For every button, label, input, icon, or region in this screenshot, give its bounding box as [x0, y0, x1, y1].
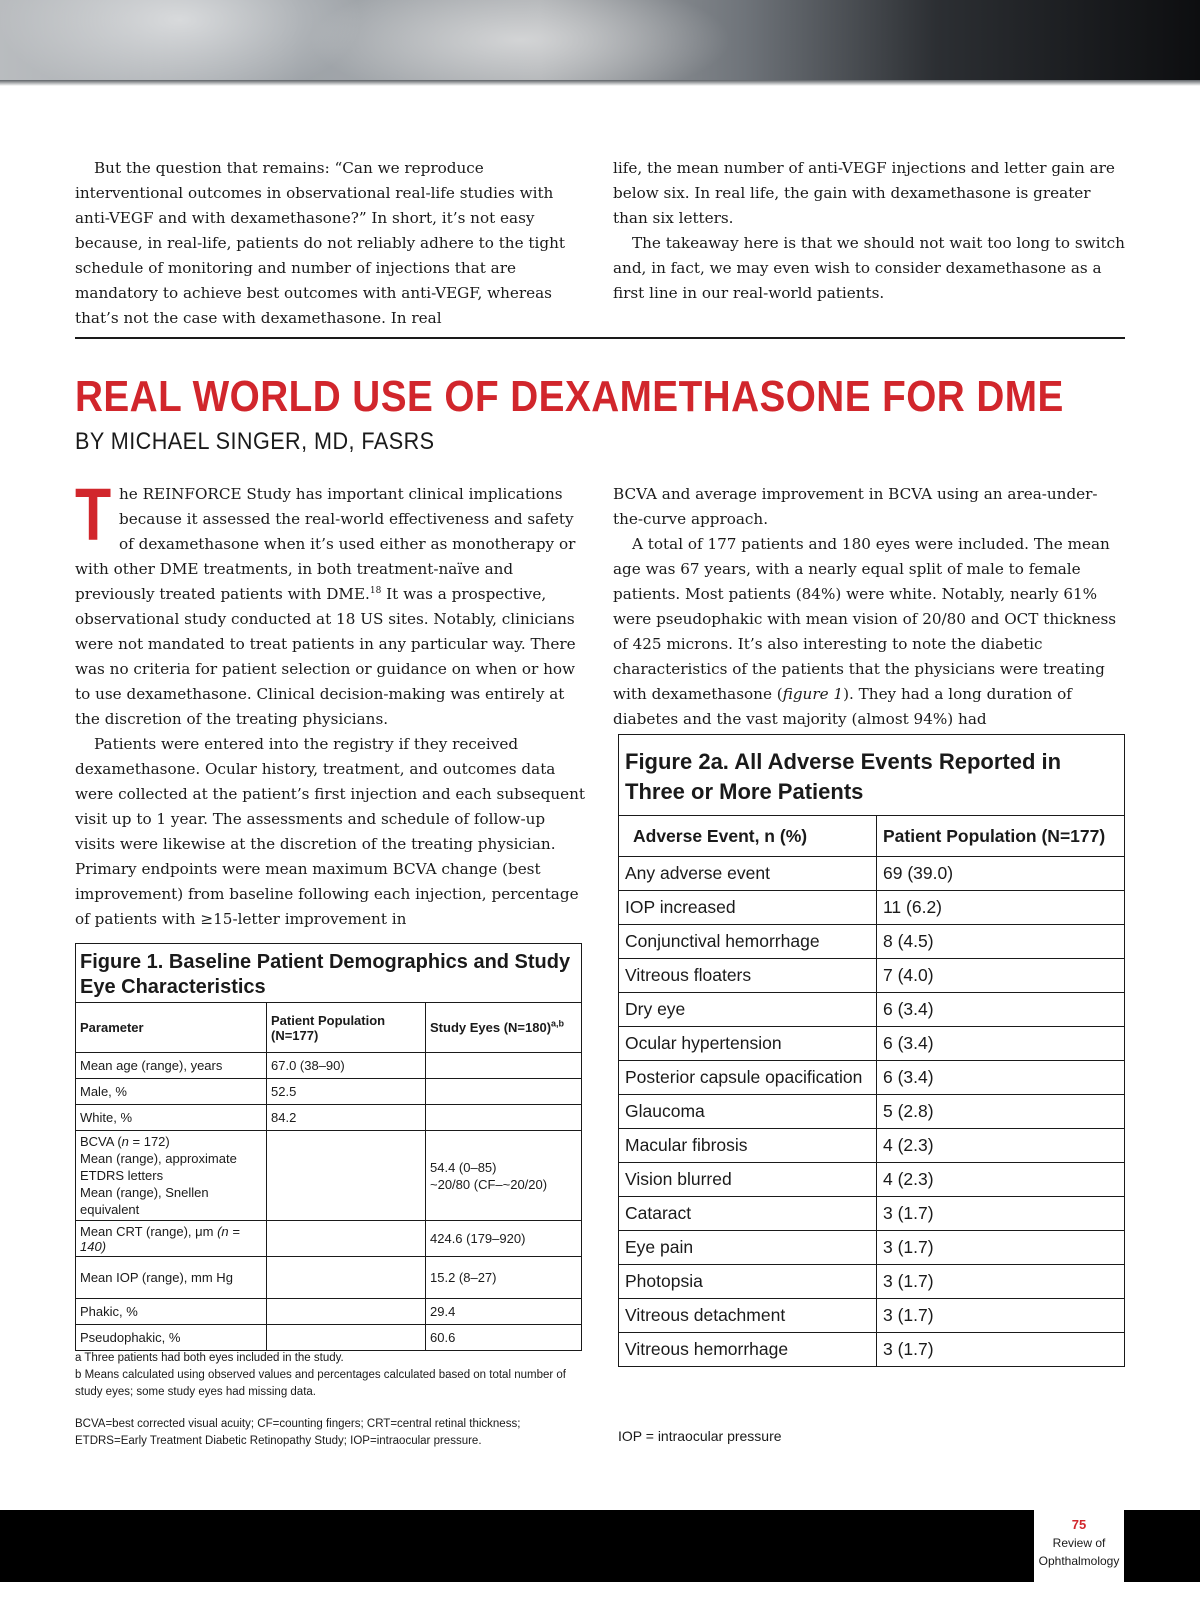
- fig1-cell: [267, 1325, 426, 1351]
- fig2-value-cell: 6 (3.4): [877, 1061, 1125, 1095]
- table-row: [76, 1257, 582, 1299]
- figure-2a-note: IOP = intraocular pressure: [618, 1428, 782, 1444]
- fig1-cell: Mean IOP (range), mm Hg: [76, 1257, 267, 1299]
- fig2-event-cell: Cataract: [619, 1197, 877, 1231]
- bcva-label-b: = 172): [128, 1134, 170, 1149]
- article-paragraph-3: BCVA and average improvement in BCVA using an area-under-the-curve approach.: [613, 485, 1098, 528]
- fig1-cell: 424.6 (179–920): [426, 1221, 582, 1257]
- figure-1-notes: [75, 1350, 595, 1450]
- table-row: [619, 1129, 1125, 1163]
- note-b: b Means calculated using observed values and percentages calculated based on total number of study eyes; some study eyes had missing data.: [75, 1369, 566, 1398]
- fig2-event-cell: Conjunctival hemorrhage: [619, 925, 877, 959]
- fig1-cell: [267, 1131, 426, 1221]
- fig1-cell: [267, 1257, 426, 1299]
- table-row: [76, 1299, 582, 1325]
- crt-n: (n = 140): [80, 1223, 240, 1254]
- table-row: [619, 891, 1125, 925]
- article-headline: REAL WORLD USE OF DEXAMETHASONE FOR DME: [75, 372, 1064, 421]
- fig2-value-cell: 3 (1.7): [877, 1231, 1125, 1265]
- fig2-value-cell: 6 (3.4): [877, 1027, 1125, 1061]
- fig2-event-cell: IOP increased: [619, 891, 877, 925]
- page-number: 75: [1071, 1517, 1087, 1532]
- fig2-value-cell: 4 (2.3): [877, 1163, 1125, 1197]
- article-left-column: [75, 473, 585, 932]
- fig1-cell: [426, 1053, 582, 1079]
- fig1-header-study-eyes-text: Study Eyes (N=180): [430, 1020, 552, 1035]
- fig2-event-cell: Posterior capsule opacification: [619, 1061, 877, 1095]
- article-paragraph-4: [613, 532, 1125, 732]
- fig2-value-cell: 4 (2.3): [877, 1129, 1125, 1163]
- fig2-value-cell: 8 (4.5): [877, 925, 1125, 959]
- bcva-line-3: ETDRS letters: [80, 1168, 164, 1183]
- fig2-header-event: Adverse Event, n (%): [619, 816, 877, 857]
- bcva-line-2: Mean (range), approximate: [80, 1151, 237, 1166]
- table-row: [619, 959, 1125, 993]
- table-row: [619, 1061, 1125, 1095]
- fig2-event-cell: Dry eye: [619, 993, 877, 1027]
- fig2-event-cell: Macular fibrosis: [619, 1129, 877, 1163]
- table-row: [619, 1163, 1125, 1197]
- paragraph-4-text-b: ). They had a long duration of diabetes and the vast majority (almost 94%) had: [613, 685, 1072, 728]
- article-byline: BY MICHAEL SINGER, MD, FASRS: [75, 428, 435, 455]
- banner-edge: [0, 80, 1200, 86]
- article-paragraph-1: [75, 473, 585, 732]
- table-row: [619, 925, 1125, 959]
- table-row: [619, 1095, 1125, 1129]
- note-a: a Three patients had both eyes included in the study.: [75, 1352, 344, 1364]
- table-row: [619, 993, 1125, 1027]
- fig2-body: [619, 857, 1125, 1367]
- fig1-cell: 52.5: [267, 1079, 426, 1105]
- drop-cap: T: [75, 473, 112, 556]
- article-right-column: [613, 482, 1125, 732]
- fig1-bcva-values: [426, 1131, 582, 1221]
- fig2-value-cell: 3 (1.7): [877, 1299, 1125, 1333]
- section-divider: [75, 337, 1125, 339]
- table-row: [76, 1221, 582, 1257]
- table-row: [619, 1333, 1125, 1367]
- publication-line-1: Review of: [1052, 1536, 1106, 1550]
- figure-1-title: Figure 1. Baseline Patient Demographics and Study Eye Characteristics: [76, 944, 582, 1003]
- fig1-header-population: Patient Population (N=177): [267, 1003, 426, 1053]
- bcva-value-1: 54.4 (0–85): [430, 1159, 497, 1175]
- fig1-cell: 60.6: [426, 1325, 582, 1351]
- fig1-cell: 15.2 (8–27): [426, 1257, 582, 1299]
- fig2-value-cell: 3 (1.7): [877, 1333, 1125, 1367]
- crt-label: Mean CRT (range), μm: [80, 1223, 218, 1239]
- bcva-label-n: n: [121, 1134, 129, 1149]
- fig2-header-population: Patient Population (N=177): [877, 816, 1125, 857]
- top-right-paragraph-1: life, the mean number of anti-VEGF injections and letter gain are below six. In real life, the gain with dexamethasone is greater than six letters.: [613, 159, 1115, 227]
- fig1-cell: Phakic, %: [76, 1299, 267, 1325]
- reference-superscript: 18: [369, 585, 382, 596]
- table-row: [619, 1231, 1125, 1265]
- fig2-value-cell: 3 (1.7): [877, 1197, 1125, 1231]
- figure-reference: figure 1: [782, 685, 844, 703]
- table-row: [619, 1027, 1125, 1061]
- fig2-event-cell: Vitreous detachment: [619, 1299, 877, 1333]
- fig1-cell: [426, 1079, 582, 1105]
- table-row: [76, 1079, 582, 1105]
- table-row: [619, 1299, 1125, 1333]
- publication-line-2: Ophthalmology: [1038, 1554, 1120, 1568]
- fig2-event-cell: Vitreous floaters: [619, 959, 877, 993]
- top-left-column: [75, 156, 585, 331]
- fig1-cell: 67.0 (38–90): [267, 1053, 426, 1079]
- fig2-value-cell: 5 (2.8): [877, 1095, 1125, 1129]
- fig2-value-cell: 3 (1.7): [877, 1265, 1125, 1299]
- page-number-box: [1034, 1510, 1124, 1582]
- bcva-value-2: ~20/80 (CF–~20/20): [430, 1176, 548, 1192]
- fig1-cell: 84.2: [267, 1105, 426, 1131]
- fig1-cell: Mean age (range), years: [76, 1053, 267, 1079]
- fig1-header-study-eyes: [426, 1003, 582, 1053]
- bcva-line-4: Mean (range), Snellen equivalent: [80, 1185, 209, 1217]
- article-paragraph-2: Patients were entered into the registry if they received dexamethasone. Ocular history, treatment, and outcomes data were collected at the patient’s first injection and each subsequent visit up to 1 year. The assessments and schedule of follow-up visits were likewise at the discretion of the treating physician. Primary endpoints were mean maximum BCVA change (best improvement) from baseline following each injection, percentage of patients with ≥15-letter improvement in: [75, 735, 585, 928]
- bcva-label-a: BCVA (: [80, 1134, 122, 1149]
- figure-2a-title: Figure 2a. All Adverse Events Reported in Three or More Patients: [619, 735, 1125, 816]
- fig2-event-cell: Any adverse event: [619, 857, 877, 891]
- top-right-paragraph-2: The takeaway here is that we should not wait too long to switch and, in fact, we may even wish to consider dexamethasone as a first line in our real-world patients.: [613, 234, 1125, 302]
- fig2-event-cell: Eye pain: [619, 1231, 877, 1265]
- fig1-cell: [267, 1299, 426, 1325]
- top-right-column: [613, 156, 1125, 306]
- fig1-header-parameter: Parameter: [76, 1003, 267, 1053]
- figure-2a-table: [618, 734, 1125, 1367]
- fig2-value-cell: 11 (6.2): [877, 891, 1125, 925]
- fig1-cell: [426, 1105, 582, 1131]
- fig1-bcva-label: [76, 1131, 267, 1221]
- fig1-cell: [267, 1221, 426, 1257]
- header-banner-image: [0, 0, 1200, 86]
- fig2-event-cell: Glaucoma: [619, 1095, 877, 1129]
- paragraph-1-text-a: he REINFORCE Study has important clinical implications because it assessed the real-world effectiveness and safety of dexamethasone when it’s used either as monotherapy or with other DME treatments, in both treatment-naïve and previously treated patients with DME.: [75, 485, 576, 603]
- table-row: [619, 857, 1125, 891]
- fig1-cell: White, %: [76, 1105, 267, 1131]
- table-row: [619, 1265, 1125, 1299]
- table-row: [76, 1325, 582, 1351]
- paragraph-4-text-a: A total of 177 patients and 180 eyes were included. The mean age was 67 years, with a nearly equal split of male to female patients. Most patients (84%) were white. Notably, nearly 61% were pseudophakic with mean vision of 20/80 and OCT thickness of 425 microns. It’s also interesting to note the diabetic characteristics of the patients that the physicians were treating with dexamethasone (: [613, 535, 1117, 703]
- table-row: [76, 1131, 582, 1221]
- fig1-cell: 29.4: [426, 1299, 582, 1325]
- fig2-event-cell: Ocular hypertension: [619, 1027, 877, 1061]
- fig1-cell: Pseudophakic, %: [76, 1325, 267, 1351]
- abbreviations-note: BCVA=best corrected visual acuity; CF=counting fingers; CRT=central retinal thickness; ETDRS=Early Treatment Diabetic Retinopathy Study; IOP=intraocular pressure.: [75, 1418, 521, 1447]
- fig1-header-sup: a,b: [551, 1018, 565, 1029]
- fig2-value-cell: 69 (39.0): [877, 857, 1125, 891]
- fig1-cell: Male, %: [76, 1079, 267, 1105]
- table-row: [76, 1053, 582, 1079]
- fig2-event-cell: Photopsia: [619, 1265, 877, 1299]
- fig2-value-cell: 6 (3.4): [877, 993, 1125, 1027]
- table-row: [619, 1197, 1125, 1231]
- fig2-value-cell: 7 (4.0): [877, 959, 1125, 993]
- figure-1-table: [75, 943, 582, 1351]
- fig2-event-cell: Vitreous hemorrhage: [619, 1333, 877, 1367]
- paragraph-1-text-b: It was a prospective, observational study conducted at 18 US sites. Notably, clinicians were not mandated to treat patients in any particular way. There was no criteria for patient selection or guidance on when or how to use dexamethasone. Clinical decision-making was entirely at the discretion of the treating physicians.: [75, 585, 576, 728]
- fig1-crt-label: [76, 1221, 267, 1257]
- top-left-paragraph: But the question that remains: “Can we reproduce interventional outcomes in observational real-life studies with anti-VEGF and with dexamethasone?” In short, it’s not easy because, in real-life, patients do not reliably adhere to the tight schedule of monitoring and number of injections that are mandatory to achieve best outcomes with anti-VEGF, whereas that’s not the case with dexamethasone. In real: [75, 159, 565, 327]
- fig2-event-cell: Vision blurred: [619, 1163, 877, 1197]
- page-footer-bar: [0, 1510, 1200, 1582]
- table-row: [76, 1105, 582, 1131]
